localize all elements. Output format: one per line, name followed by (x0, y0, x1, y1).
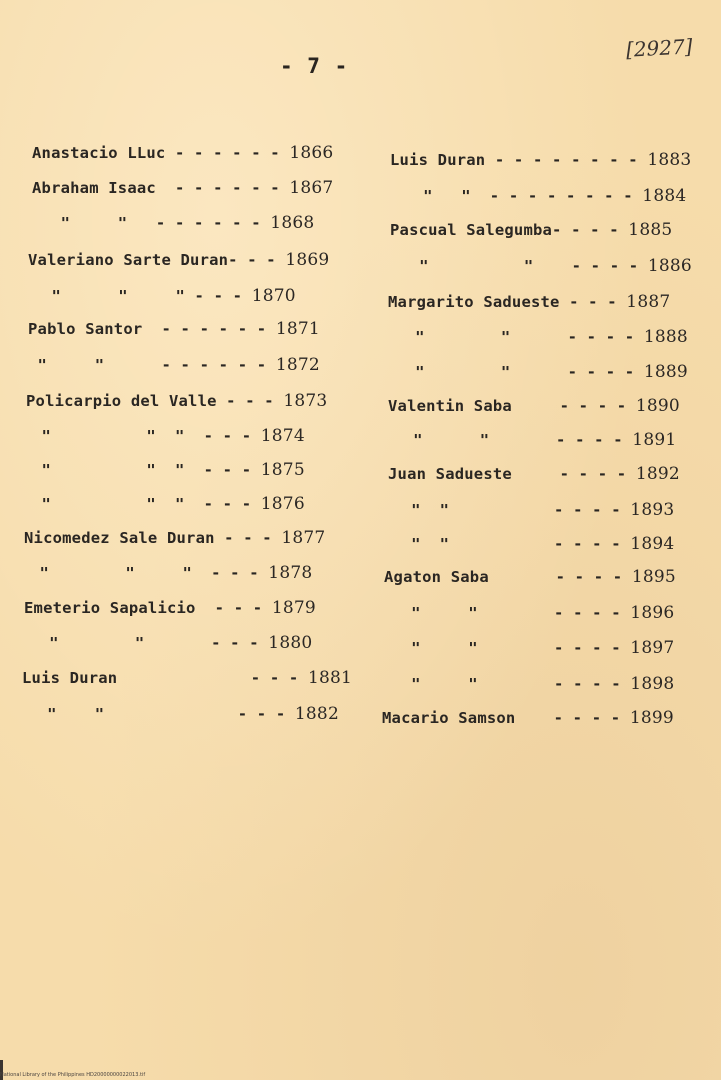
list-item: Pablo Santor - - - - - - 1871 (28, 319, 320, 339)
page-number: - 7 - (280, 54, 349, 78)
scan-footer: National Library of the Philippines HD20000000022013.tif (0, 1072, 146, 1078)
list-item: " " - - - - - - 1872 (28, 355, 320, 375)
list-item: " " - - - - 1893 (392, 500, 675, 520)
list-item: Anastacio LLuc - - - - - - 1866 (32, 143, 334, 163)
list-item: " " - - - - 1891 (394, 430, 677, 450)
list-item: Luis Duran - - - 1881 (22, 668, 353, 688)
list-item: " " - - - - - - 1868 (32, 213, 315, 233)
list-item: Valentin Saba - - - - 1890 (388, 396, 680, 416)
list-item: " " - - - - 1894 (392, 534, 675, 554)
list-item: Valeriano Sarte Duran- - - 1869 (28, 250, 330, 270)
list-item: " " - - - - - - - - 1884 (404, 186, 687, 206)
list-item: " " - - - - 1889 (396, 362, 688, 382)
list-item: " " - - - - 1888 (396, 327, 688, 347)
list-item: Pascual Salegumba- - - - 1885 (390, 220, 673, 240)
list-item: " " - - - 1880 (30, 633, 313, 653)
list-item: " " - - - - 1886 (400, 256, 692, 276)
list-item: " " " - - - 1874 (32, 426, 305, 446)
list-item: Macario Samson - - - - 1899 (382, 708, 674, 728)
list-item: " " " - - - 1875 (32, 460, 305, 480)
list-item: Abraham Isaac - - - - - - 1867 (32, 178, 334, 198)
list-item: Nicomedez Sale Duran - - - 1877 (24, 528, 326, 548)
list-item: " " - - - 1882 (28, 704, 339, 724)
list-item: Agaton Saba - - - - 1895 (384, 567, 676, 587)
list-item: Policarpio del Valle - - - 1873 (26, 391, 328, 411)
list-item: " " - - - - 1896 (392, 603, 675, 623)
archive-number: [2927] (625, 34, 694, 62)
list-item: Luis Duran - - - - - - - - 1883 (390, 150, 692, 170)
list-item: " " " - - - 1876 (32, 494, 305, 514)
list-item: Juan Sadueste - - - - 1892 (388, 464, 680, 484)
list-item: " " - - - - 1898 (392, 674, 675, 694)
list-item: " " " - - - 1878 (30, 563, 313, 583)
list-item: " " - - - - 1897 (392, 638, 675, 658)
list-item: " " " - - - 1870 (42, 286, 296, 306)
list-item: Margarito Sadueste - - - 1887 (388, 292, 671, 312)
list-item: Emeterio Sapalicio - - - 1879 (24, 598, 316, 618)
